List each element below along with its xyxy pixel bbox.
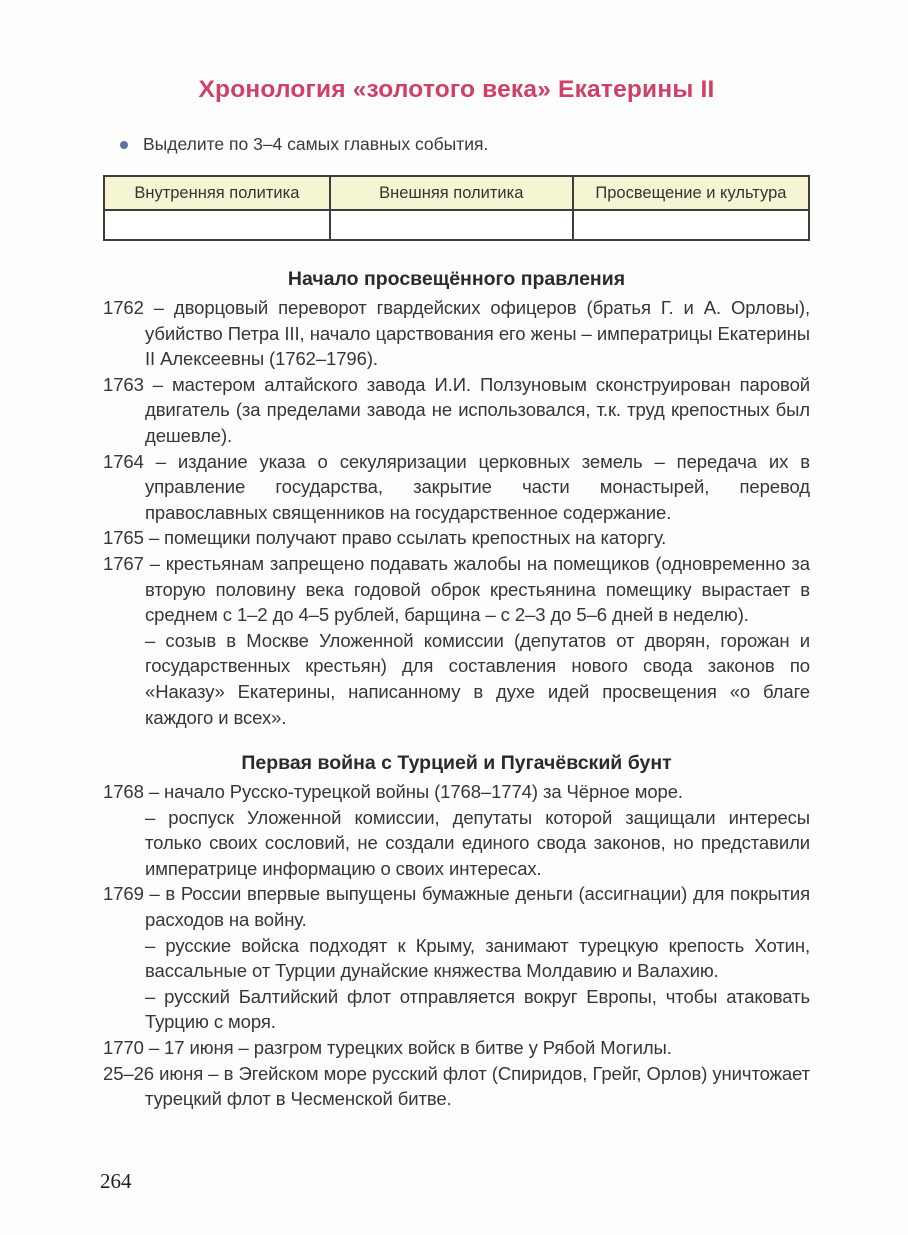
entry-text: – дворцовый переворот гвардейских офицеров (братья Г. и А. Орловы), убийство Петра III, начало царствования его жены – императрицы Екатерины II Алексеевны (1762–1796). [145, 297, 810, 370]
column-header-enlightenment-culture: Просвещение и культура [573, 176, 809, 210]
timeline-entry-1767-continued [103, 628, 810, 730]
entry-year: 1769 [103, 883, 144, 905]
column-header-foreign-politics: Внешняя политика [330, 176, 573, 210]
entry-text: – мастером алтайского завода И.И. Ползуновым сконструирован паровой двигатель (за пределами завода не использовался, т.к. труд крепостных был дешевле). [145, 373, 810, 446]
timeline-entry-1762 [103, 295, 810, 372]
entry-text: – русский Балтийский флот отправляется вокруг Европы, чтобы атаковать Турцию с моря. [145, 985, 810, 1033]
entry-text: – издание указа о секуляризации церковных земель – передача их в управление государства, закрытие части монастырей, перевод православных священников на государственное содержание. [145, 450, 810, 523]
empty-cell-enlightenment-culture [573, 210, 809, 240]
entry-text: – начало Русско-турецкой войны (1768–1774) за Чёрное море. [148, 781, 683, 803]
events-summary-table [103, 175, 810, 241]
timeline-entry-1769 [103, 881, 810, 932]
empty-cell-foreign-politics [330, 210, 573, 240]
entry-text: – крестьянам запрещено подавать жалобы на помещиков (одновременно за вторую половину века годовой оброк крестьянина помещику вырастает в среднем с 1–2 до 4–5 рублей, барщина – с 2–3 до 5–6 дней в неделю). [145, 552, 810, 626]
entry-year: 1763 [103, 373, 144, 395]
entry-date: 25–26 июня [103, 1062, 204, 1084]
timeline-entry-1769-continued-b [103, 984, 810, 1035]
entry-text: – русские войска подходят к Крыму, занимают турецкую крепость Хотин, вассальные от Турции дунайские княжества Молдавию и Валахию. [145, 934, 810, 982]
empty-cell-internal-politics [104, 210, 330, 240]
section-heading-enlightened-rule: Начало просвещённого правления [287, 268, 626, 290]
bullet-icon [120, 141, 128, 149]
timeline-entry-1764 [103, 449, 810, 526]
timeline-entry-1769-continued-a [103, 933, 810, 984]
table-empty-row [104, 210, 809, 240]
timeline-entry-1768-continued [103, 805, 810, 882]
column-header-internal-politics: Внутренняя политика [104, 176, 330, 210]
entry-year: 1765 [103, 527, 144, 549]
timeline-entry-1770 [103, 1035, 810, 1061]
section-heading-turkish-war-pugachev: Первая война с Турцией и Пугачёвский бунт [241, 752, 672, 775]
instruction-row [103, 134, 810, 155]
entry-year: 1764 [103, 450, 144, 472]
entry-text: – роспуск Уложенной комиссии, депутаты которой защищали интересы только своих сословий, не создали единого свода законов, но представили императрице информацию о своих интересах. [145, 806, 810, 879]
entry-year: 1770 [103, 1037, 144, 1059]
entry-year: 1768 [103, 781, 144, 803]
entry-text: – в России впервые выпущены бумажные деньги (ассигнации) для покрытия расходов на войну. [145, 883, 810, 931]
entry-year: 1767 [103, 552, 144, 574]
timeline-entry-1768 [103, 779, 810, 805]
instruction-text: Выделите по 3–4 самых главных события. [143, 134, 489, 154]
entry-text: – в Эгейском море русский флот (Спиридов, Грейг, Орлов) уничтожает турецкий флот в Чесменской битве. [145, 1062, 810, 1110]
page-number: 264 [100, 1169, 132, 1193]
timeline-entry-1765 [103, 525, 810, 551]
entry-text: – помещики получают право ссылать крепостных на каторгу. [148, 527, 667, 549]
timeline-entry-1767 [103, 551, 810, 628]
entry-year: 1762 [103, 297, 144, 318]
entry-text: – 17 июня – разгром турецких войск в битве у Рябой Могилы. [148, 1037, 672, 1059]
timeline-entry-june-25-26 [103, 1061, 810, 1112]
table-header-row [104, 176, 809, 210]
page-title: Хронология «золотого века» Екатерины II [198, 76, 715, 103]
timeline-entry-1763 [103, 372, 810, 449]
entry-text: – созыв в Москве Уложенной комиссии (депутатов от дворян, горожан и государственных крестьян) для составления нового свода законов по «Наказу» Екатерины, написанному в духе идей просвещения «о благе каждого и всех». [145, 629, 810, 728]
